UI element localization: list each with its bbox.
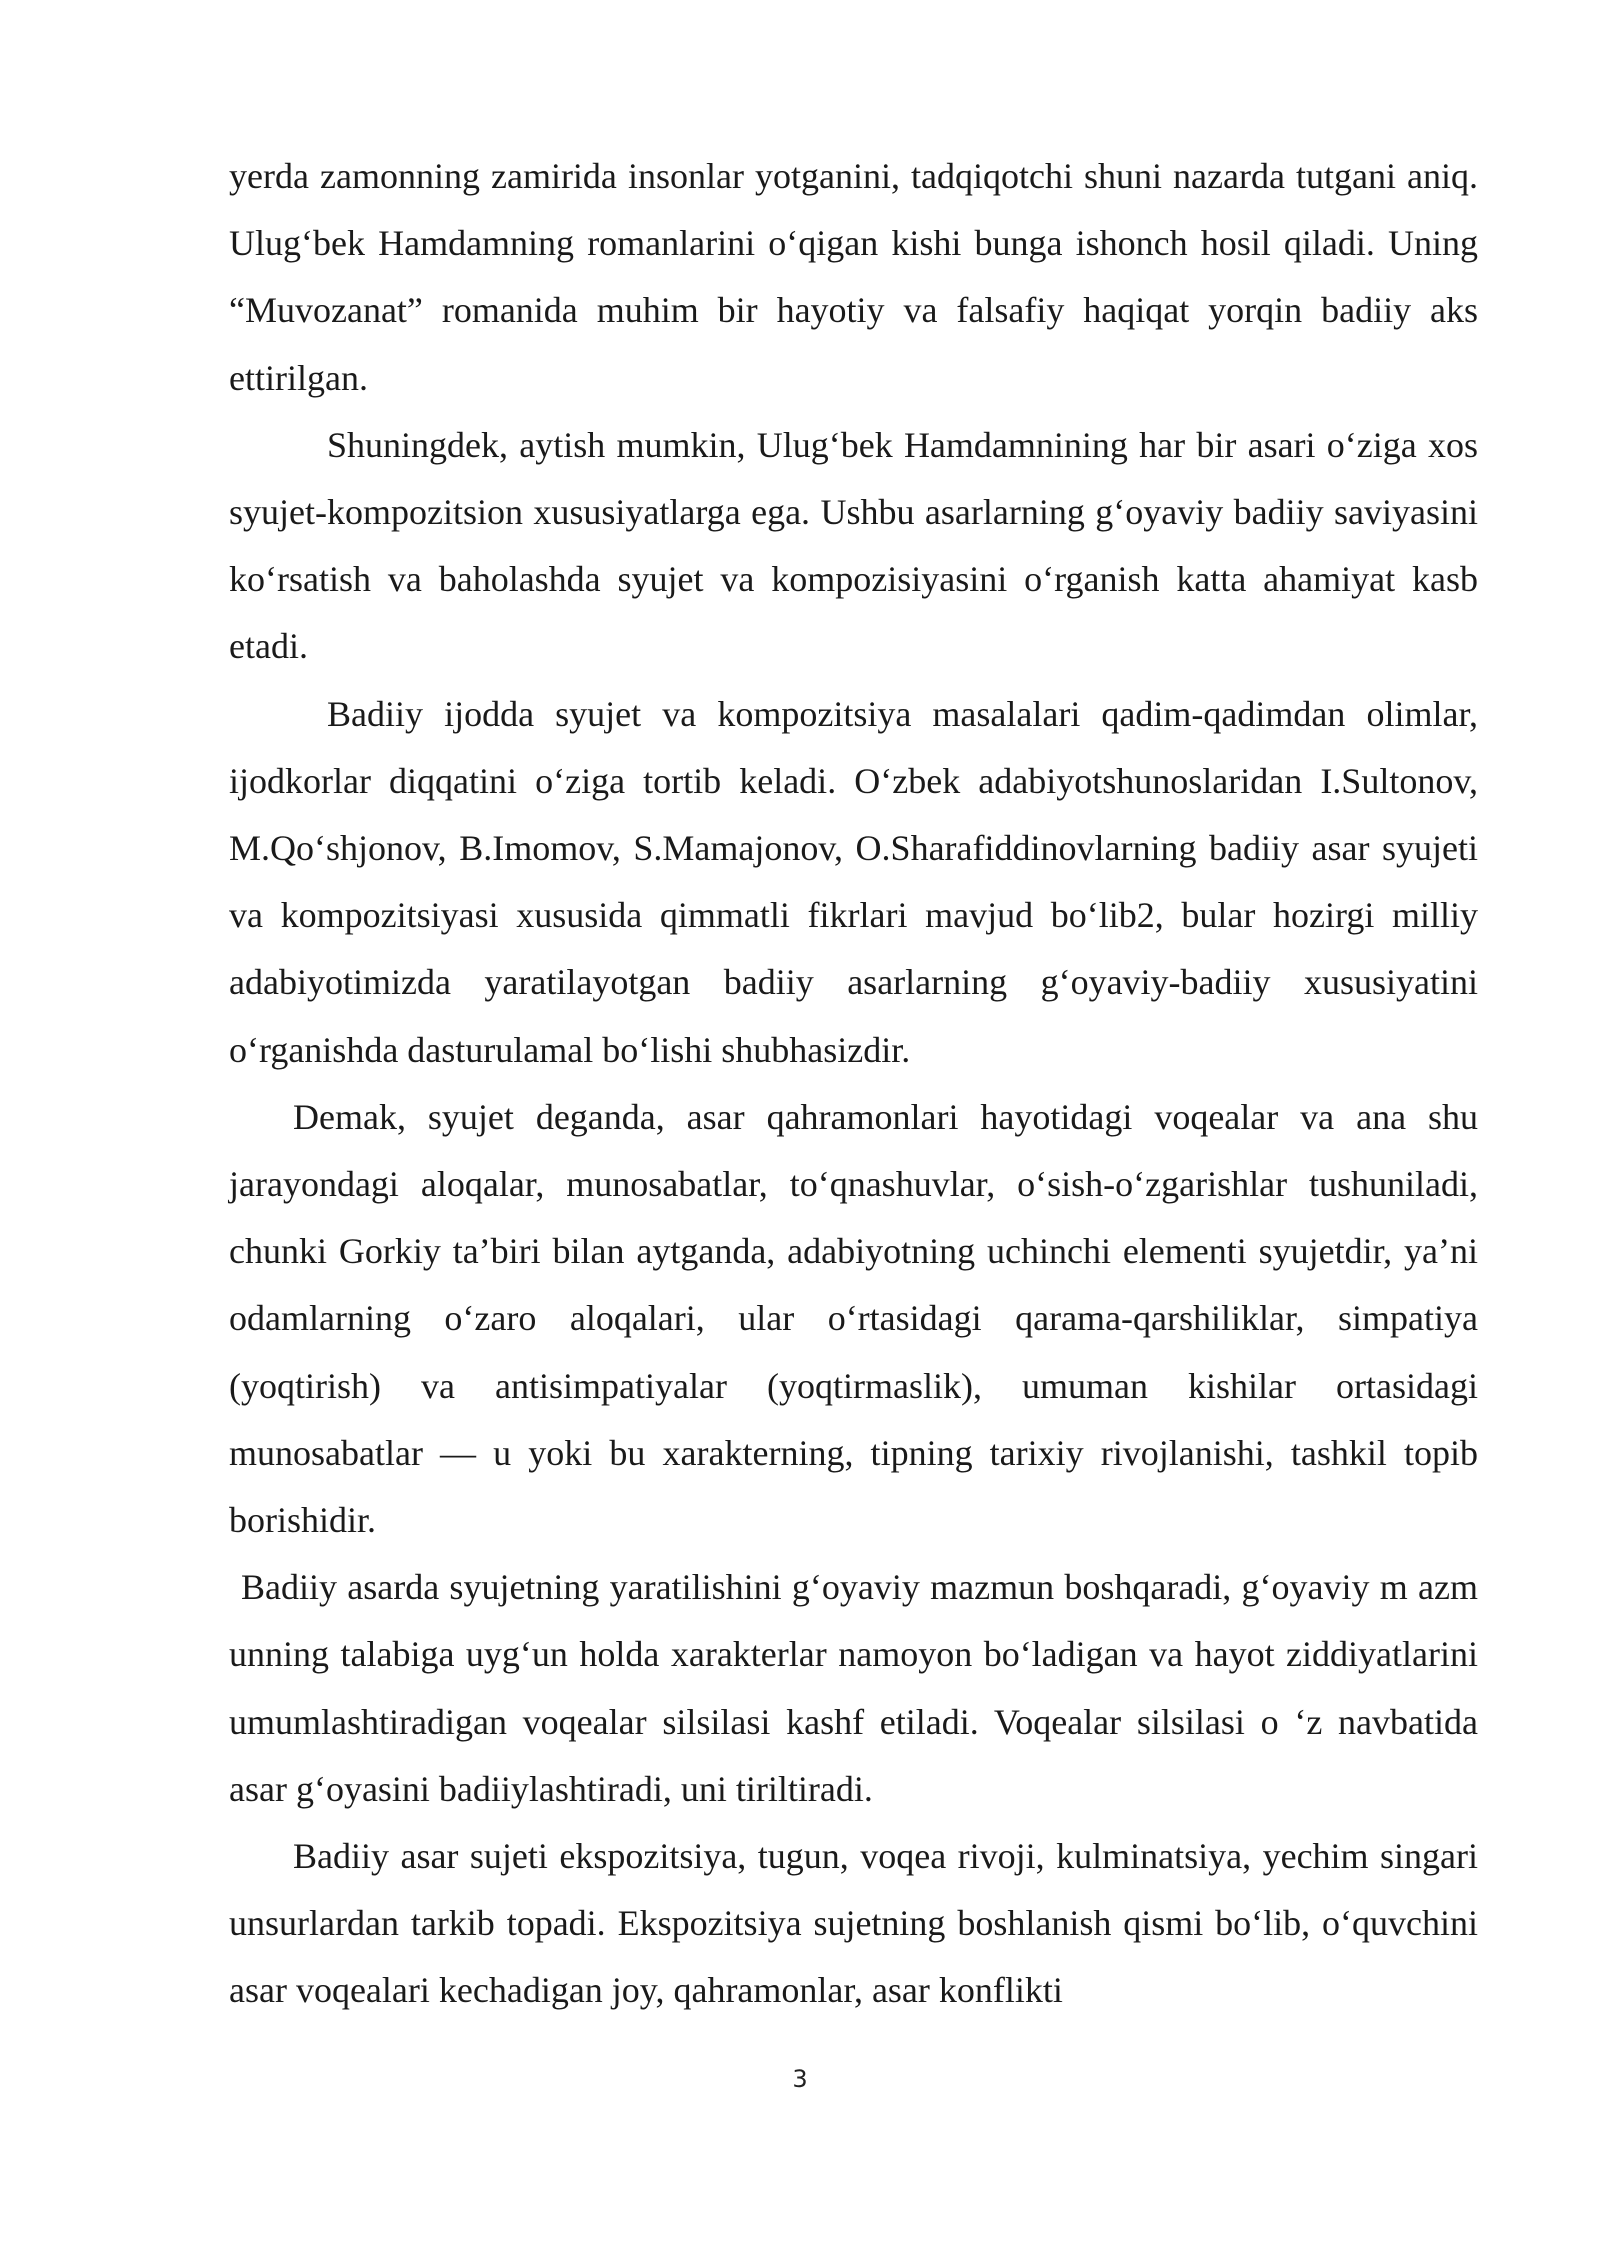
paragraph: Badiiy ijodda syujet va kompozitsiya masalalari qadim-qadimdan olimlar, ijodkorlar diqqatini o‘ziga tortib keladi. O‘zbek adabiyotshunoslaridan I.Sultonov, M.Qo‘shjonov, B.Imomov, S.Mamajonov, O.Sharafiddinovlarning badiiy asar syujeti va kompozitsiyasi xususida qimmatli fikrlari mavjud bo‘lib2, bular hozirgi milliy adabiyotimizda yaratilayotgan badiiy asarlarning g‘oyaviy-badiiy xususiyatini o‘rganishda dasturulamal bo‘lishi shubhasizdir.	[229, 693, 1478, 1070]
paragraph: Badiiy asarda syujetning yaratilishini g‘oyaviy mazmun boshqaradi, g‘oyaviy m azm unning talabiga uyg‘un holda xarakterlar namoyon bo‘ladigan va hayot ziddiyatlarini umumlashtiradigan voqealar silsilasi kashf etiladi. Voqealar silsilasi o ‘z navbatida asar g‘oyasini badiiylashtiradi, uni tiriltiradi.	[229, 1567, 1478, 1809]
page-number: 3	[792, 2065, 808, 2093]
paragraph-continued: yerda zamonning zamirida insonlar yotganini, tadqiqotchi shuni nazarda tutgani aniq. Ulug‘bek Hamdamning romanlarini o‘qigan kishi bunga ishonch hosil qiladi. Uning “Muvozanat” romanida muhim bir hayotiy va falsafiy haqiqat yorqin badiiy aks ettirilgan.	[229, 156, 1478, 398]
paragraph: Demak, syujet deganda, asar qahramonlari hayotidagi voqealar va ana shu jarayondagi aloqalar, munosabatlar, to‘qnashuvlar, o‘sish-o‘zgarishlar tushuniladi, chunki Gorkiy ta’biri bilan aytganda, adabiyotning uchinchi elementi syujetdir, ya’ni odamlarning o‘zaro aloqalari, ular o‘rtasidagi qarama-qarshiliklar, simpatiya (yoqtirish) va antisimpatiyalar (yoqtirmaslik), umuman kishilar ortasidagi munosabatlar — u yoki bu xarakterning, tipning tarixiy rivojlanishi, tashkil topib borishidir.	[229, 1096, 1478, 1541]
paragraph: Shuningdek, aytish mumkin, Ulug‘bek Hamdamnining har bir asari o‘ziga xos syujet-kompozitsion xususiyatlarga ega. Ushbu asarlarning g‘oyaviy badiiy saviyasini ko‘rsatish va baholashda syujet va kompozisiyasini o‘rganish katta ahamiyat kasb etadi.	[229, 424, 1478, 667]
body-text	[229, 143, 1478, 2025]
paragraph: Badiiy asar sujeti ekspozitsiya, tugun, voqea rivoji, kulminatsiya, yechim singari unsurlardan tarkib topadi. Ekspozitsiya sujetning boshlanish qismi bo‘lib, o‘quvchini asar voqealari kechadigan joy, qahramonlar, asar konflikti	[229, 1836, 1478, 2011]
